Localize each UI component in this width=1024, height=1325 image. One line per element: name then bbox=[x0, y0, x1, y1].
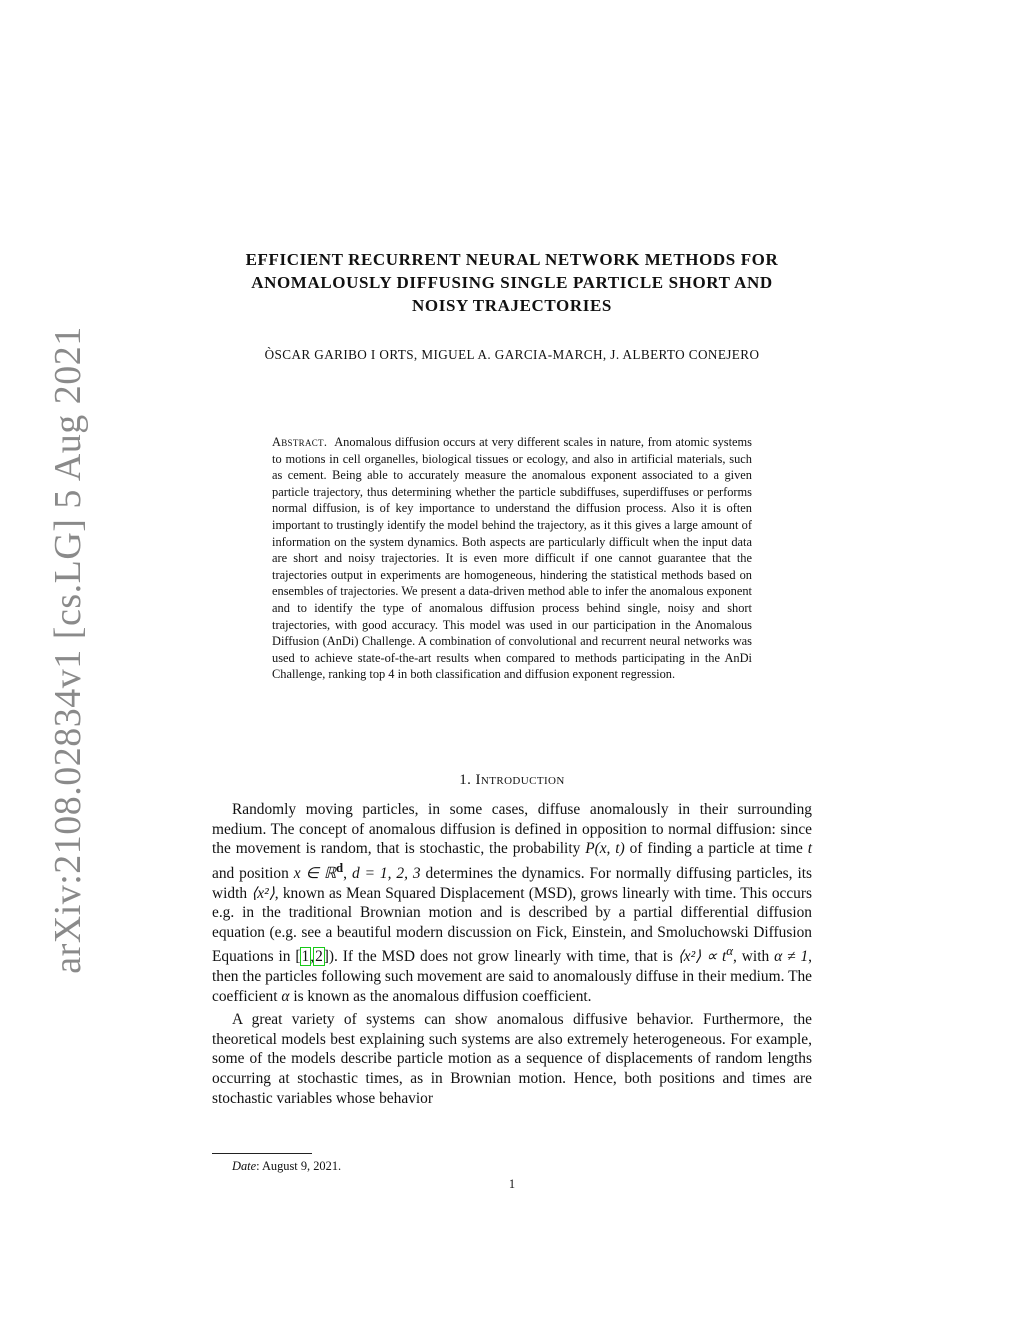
paragraph-1-text: and position bbox=[212, 864, 294, 882]
paragraph-1-text: of finding a particle at time bbox=[624, 840, 808, 858]
footnote-rule bbox=[212, 1153, 312, 1154]
abstract bbox=[272, 434, 752, 683]
math-width: ⟨x²⟩ bbox=[251, 884, 275, 902]
abstract-heading: Abstract. bbox=[272, 435, 328, 449]
paper-title bbox=[200, 248, 824, 317]
math-position-superscript: d bbox=[336, 860, 344, 875]
title-line-3: NOISY TRAJECTORIES bbox=[412, 296, 612, 315]
paragraph-1-text: , with bbox=[733, 948, 775, 966]
page-number: 1 bbox=[508, 1177, 516, 1191]
paragraph-1-text: Randomly moving particles, in some cases, diffuse anomalously in their surrounding medium. The concept of anomalous diffusion is defined in opposition to normal diffusion: since the movement is random, that is stochastic, the probability bbox=[212, 801, 812, 858]
section-title: Introduction bbox=[475, 772, 565, 788]
title-line-2: ANOMALOUSLY DIFFUSING SINGLE PARTICLE SHORT AND bbox=[251, 273, 773, 292]
math-alpha-condition: α ≠ 1 bbox=[774, 948, 809, 966]
title-line-1: EFFICIENT RECURRENT NEURAL NETWORK METHODS FOR bbox=[245, 250, 779, 269]
citation-link-2[interactable]: 2 bbox=[315, 948, 323, 966]
footnote-label: Date bbox=[232, 1159, 257, 1173]
paragraph-1 bbox=[212, 800, 812, 1006]
footnote-date bbox=[232, 1159, 341, 1174]
math-time: t bbox=[807, 840, 812, 858]
body-text bbox=[212, 800, 812, 1108]
math-position: x ∈ ℝ bbox=[293, 864, 337, 882]
paragraph-1-text: , then the particles following such movement are said to anomalously diffuse in their medium. The coefficient bbox=[212, 948, 813, 1005]
section-heading-introduction bbox=[200, 772, 824, 789]
arxiv-identifier-stamp: arXiv:2108.02834v1 [cs.LG] 5 Aug 2021 bbox=[47, 326, 89, 974]
citation-link-1[interactable]: 1 bbox=[301, 948, 310, 966]
paragraph-2: A great variety of systems can show anomalous diffusive behavior. Furthermore, the theoretical models best explaining such systems are also extremely heterogeneous. For example, some of the models describe particle motion as a sequence of displacements of random lengths occurring at stochastic times, as in Brownian motion. Hence, both positions and times are stochastic variables whose behavior bbox=[212, 1011, 812, 1107]
paragraph-1-text: , bbox=[343, 864, 352, 882]
paragraph-1-text: is known as the anomalous diffusion coefficient. bbox=[289, 987, 592, 1005]
math-alpha: α bbox=[281, 987, 290, 1005]
author-list: ÒSCAR GARIBO I ORTS, MIGUEL A. GARCIA-MARCH, J. ALBERTO CONEJERO bbox=[264, 347, 760, 362]
citation-separator: , bbox=[310, 948, 315, 966]
section-number: 1. bbox=[459, 772, 472, 788]
math-dimension: d = 1, 2, 3 bbox=[351, 864, 421, 882]
paragraph-1-text: , known as Mean Squared Displacement (MSD), grows linearly with time. This occurs e.g. in the traditional Brownian motion and is described by a partial differential diffusion equation (e.g. see a beautiful modern discussion on Fick, Einstein, and Smoluchowski Diffusion Equations in [ bbox=[212, 884, 812, 966]
math-probability: P(x, t) bbox=[585, 840, 625, 858]
math-msd-superscript: α bbox=[726, 944, 734, 959]
paragraph-1-text: ]). If the MSD does not grow linearly with time, that is bbox=[323, 948, 678, 966]
math-msd: ⟨x²⟩ ∝ t bbox=[677, 948, 727, 966]
paragraph-1-text: determines the dynamics. For normally diffusing particles, its width bbox=[212, 864, 812, 902]
footnote-text: : August 9, 2021. bbox=[256, 1159, 342, 1173]
abstract-text: Anomalous diffusion occurs at very different scales in nature, from atomic systems to motions in cell organelles, biological tissues or ecology, and also in artificial materials, such as cement. Being able to accurately measure the anomalous exponent associated to a given particle trajectory, thus determining whether the particle subdiffuses, superdiffuses or performs normal diffusion, is of key importance to understand the diffusion process. Also it is often important to trustingly identify the model behind the trajectory, as it this gives a large amount of information on the system dynamics. Both aspects are particularly difficult when the input data are short and noisy trajectories. It is even more difficult if one cannot guarantee that the trajectories output in experiments are homogeneous, hindering the statistical methods based on ensembles of trajectories. We present a data-driven method able to infer the anomalous exponent and to identify the type of anomalous diffusion process behind single, noisy and short trajectories, with good accuracy. This model was used in our participation in the Anomalous Diffusion (AnDi) Challenge. A combination of convolutional and recurrent neural networks was used to achieve state-of-the-art results when compared to methods participating in the AnDi Challenge, ranking top 4 in both classification and diffusion exponent regression. bbox=[272, 435, 752, 682]
